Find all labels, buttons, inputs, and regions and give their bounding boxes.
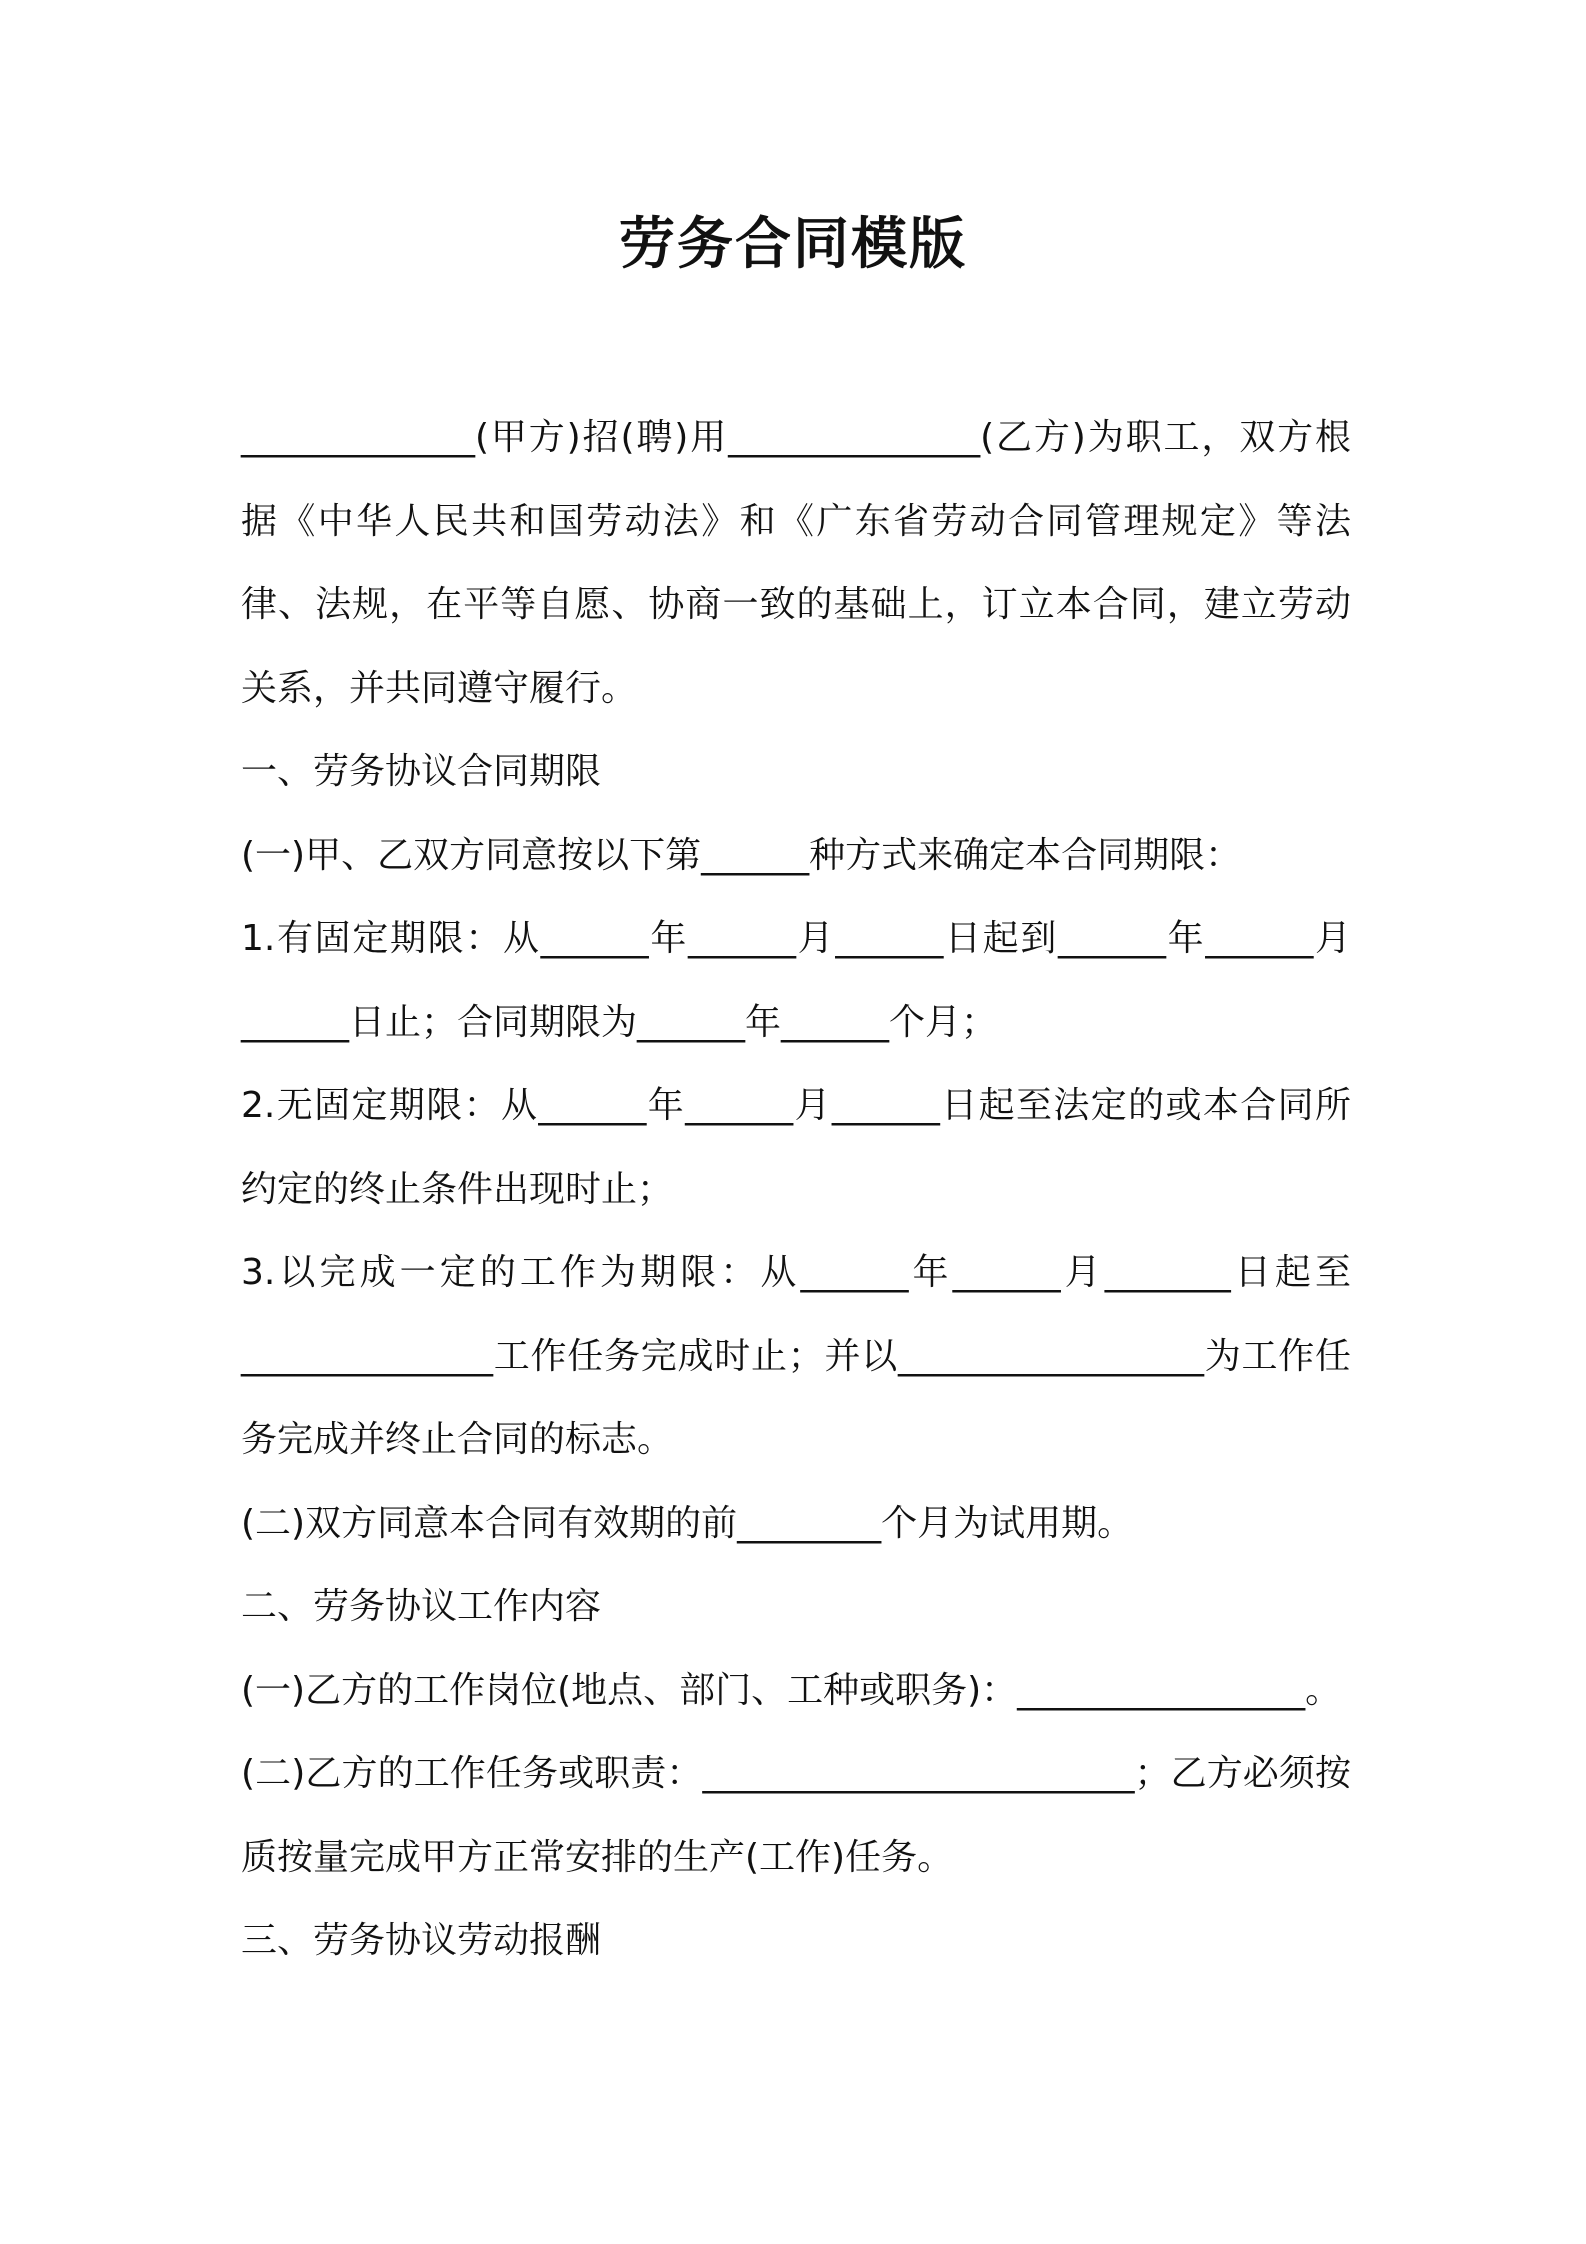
- paragraph-work-position: (一)乙方的工作岗位(地点、部门、工种或职务)：________________。: [241, 1669, 1342, 1711]
- paragraph-open-term: 2.无固定期限：从______年______月______日起至法定的或本合同所约定的终止条件出现时止；: [241, 1085, 1351, 1210]
- document-body: [241, 396, 1351, 1983]
- paragraph-term-choice: (一)甲、乙双方同意按以下第______种方式来确定本合同期限：: [241, 834, 1242, 876]
- document-title: 劳务合同模版: [619, 212, 967, 277]
- section-heading-term: 一、劳务协议合同期限: [241, 751, 602, 792]
- paragraph-preamble: _____________(甲方)招(聘)用______________(乙方)为职工，双方根据《中华人民共和国劳动法》和《广东省劳动合同管理规定》等法律、法规，在平等自愿、协商一致的基础上，订立本合同，建立劳动关系，并共同遵守履行。: [241, 417, 1351, 709]
- paragraph-probation: (二)双方同意本合同有效期的前________个月为试用期。: [241, 1502, 1134, 1544]
- section-heading-work: 二、劳务协议工作内容: [241, 1586, 602, 1627]
- paragraph-work-duties: (二)乙方的工作任务或职责：________________________；乙方必须按质按量完成甲方正常安排的生产(工作)任务。: [241, 1753, 1351, 1878]
- paragraph-task-term: 3.以完成一定的工作为期限：从______年______月_______日起至______________工作任务完成时止；并以_________________为工作任务完成并终止合同的标志。: [241, 1252, 1351, 1460]
- paragraph-fixed-term: 1.有固定期限：从______年______月______日起到______年______月______日止；合同期限为______年______个月；: [241, 918, 1351, 1043]
- section-heading-pay: 三、劳务协议劳动报酬: [241, 1920, 602, 1961]
